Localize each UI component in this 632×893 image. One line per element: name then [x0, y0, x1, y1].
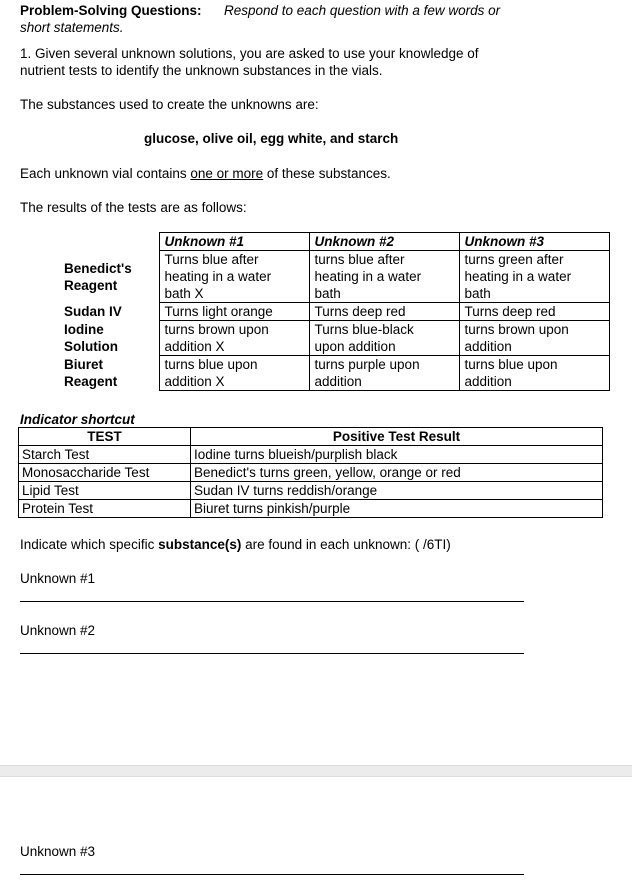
- results-cell-line: heating in a water: [464, 269, 572, 284]
- results-cell-line: Turns deep red: [314, 304, 406, 319]
- heading: [20, 2, 202, 19]
- indicator-header-result: Positive Test Result: [191, 428, 603, 446]
- results-cell-line: Turns light orange: [164, 304, 273, 319]
- results-cell-line: upon addition: [314, 339, 396, 354]
- indicator-table: [18, 427, 603, 518]
- indicator-test-name: Protein Test: [19, 500, 191, 518]
- q1-line2: nutrient tests to identify the unknown substances in the vials.: [20, 63, 383, 78]
- q1-line1: 1. Given several unknown solutions, you are asked to use your knowledge of: [20, 46, 479, 61]
- results-row-label-line: Reagent: [64, 277, 118, 293]
- results-cell-line: turns brown upon: [464, 322, 569, 337]
- answer-line-unknown-2[interactable]: [20, 653, 524, 654]
- substances-intro: The substances used to create the unknowns are:: [20, 97, 319, 112]
- heading-instruction-line2: short statements.: [20, 20, 124, 35]
- results-cell-unknown-1: [159, 251, 309, 303]
- results-row-label: [58, 356, 159, 391]
- results-cell-unknown-3: [459, 251, 609, 303]
- results-cell-unknown-2: [309, 321, 459, 356]
- results-cell-line: heating in a water: [164, 269, 272, 284]
- results-cell-line: turns green after: [464, 252, 564, 267]
- results-cell-line: bath: [464, 286, 491, 301]
- results-cell-unknown-2: [309, 356, 459, 391]
- indicator-row: [19, 500, 603, 518]
- indicator-header-test: TEST: [19, 428, 191, 446]
- results-cell-line: addition: [464, 374, 512, 389]
- results-row-label-line: Solution: [64, 339, 118, 354]
- indicator-row: [19, 482, 603, 500]
- results-header-unknown-2: Unknown #2: [309, 233, 459, 251]
- instruction: [20, 536, 451, 553]
- results-cell-line: turns brown upon: [164, 322, 269, 337]
- results-cell-unknown-1: [159, 303, 309, 321]
- results-row-label-line: Benedict's: [64, 260, 132, 276]
- results-header-unknown-3: Unknown #3: [459, 233, 609, 251]
- results-cell-unknown-1: [159, 321, 309, 356]
- results-row: [58, 251, 609, 303]
- answer-line-unknown-3[interactable]: [20, 874, 524, 875]
- instruction-after: are found in each unknown: ( /6TI): [241, 537, 451, 552]
- results-cell-line: turns blue upon: [164, 357, 258, 372]
- indicator-title: Indicator shortcut: [20, 412, 135, 427]
- instruction-before: Indicate which specific: [20, 537, 159, 552]
- indicator-positive-result: Benedict's turns green, yellow, orange or red: [191, 464, 603, 482]
- page-break: [0, 765, 632, 777]
- results-row: [58, 356, 609, 391]
- results-row-label: [58, 321, 159, 356]
- results-header-unknown-1: Unknown #1: [159, 233, 309, 251]
- indicator-row: [19, 464, 603, 482]
- heading-instruction-line1: Respond to each question with a few words or: [224, 3, 501, 18]
- results-cell-line: turns purple upon: [314, 357, 420, 372]
- answer-line-unknown-1[interactable]: [20, 601, 524, 602]
- results-row-label: [58, 251, 159, 303]
- contains-statement: [20, 165, 391, 182]
- results-cell-line: addition X: [164, 339, 225, 354]
- results-row-label-line: Biuret: [64, 357, 104, 372]
- indicator-positive-result: Iodine turns blueish/purplish black: [191, 446, 603, 464]
- contains-before: Each unknown vial contains: [20, 166, 191, 181]
- results-cell-line: Turns blue after: [164, 252, 259, 267]
- results-cell-unknown-2: [309, 251, 459, 303]
- results-row-label: [58, 303, 159, 321]
- results-cell-line: bath X: [164, 286, 204, 301]
- results-cell-line: turns blue after: [314, 252, 405, 267]
- results-row: [58, 321, 609, 356]
- results-intro: The results of the tests are as follows:: [20, 200, 247, 215]
- results-cell-unknown-3: [459, 356, 609, 391]
- indicator-test-name: Starch Test: [19, 446, 191, 464]
- results-cell-line: bath: [314, 286, 341, 301]
- answer-label-unknown-2: Unknown #2: [20, 623, 96, 638]
- results-row-label-line: Iodine: [64, 322, 104, 337]
- indicator-test-name: Lipid Test: [19, 482, 191, 500]
- indicator-row: [19, 446, 603, 464]
- contains-underlined: one or more: [190, 166, 264, 181]
- results-cell-unknown-1: [159, 356, 309, 391]
- substances-list: glucose, olive oil, egg white, and starch: [144, 131, 399, 146]
- results-cell-line: heating in a water: [314, 269, 422, 284]
- instruction-bold: substance(s): [158, 537, 242, 552]
- results-row: [58, 303, 609, 321]
- results-cell-unknown-3: [459, 321, 609, 356]
- results-header-blank: [58, 233, 159, 251]
- contains-after: of these substances.: [263, 166, 391, 181]
- answer-label-unknown-3: Unknown #3: [20, 844, 96, 859]
- results-cell-line: turns blue upon: [464, 357, 558, 372]
- results-cell-line: Turns deep red: [464, 304, 556, 319]
- results-cell-unknown-3: [459, 303, 609, 321]
- results-cell-line: Turns blue-black: [314, 322, 414, 337]
- results-cell-line: addition: [464, 339, 512, 354]
- heading-title: Problem-Solving Questions:: [20, 3, 202, 18]
- results-cell-line: addition: [314, 374, 362, 389]
- results-cell-unknown-2: [309, 303, 459, 321]
- results-row-label-line: Reagent: [64, 374, 118, 389]
- answer-label-unknown-1: Unknown #1: [20, 571, 96, 586]
- indicator-positive-result: Sudan IV turns reddish/orange: [191, 482, 603, 500]
- results-row-label-line: Sudan IV: [64, 304, 122, 319]
- indicator-test-name: Monosaccharide Test: [19, 464, 191, 482]
- results-table: [58, 232, 610, 391]
- results-cell-line: addition X: [164, 374, 225, 389]
- indicator-positive-result: Biuret turns pinkish/purple: [191, 500, 603, 518]
- results-header-row: [58, 233, 609, 251]
